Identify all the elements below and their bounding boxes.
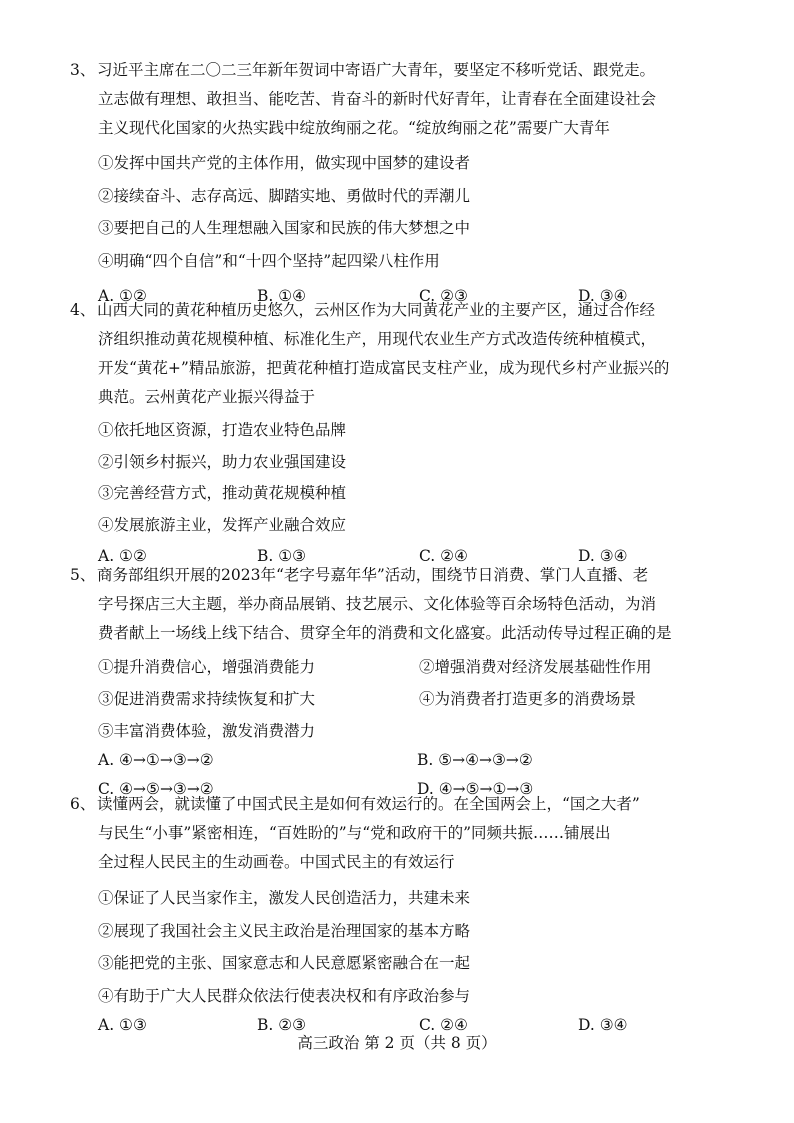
question-number: 5、 <box>70 566 96 584</box>
stem-line: 商务部组织开展的2023年“老字号嘉年华”活动，围绕节日消费、掌门人直播、老 <box>97 566 649 584</box>
question-3-stem <box>70 56 710 143</box>
choice-d: D. ③④ <box>578 287 628 305</box>
question-number: 3、 <box>70 61 96 79</box>
option-4: ④明确“四个自信”和“十四个坚持”起四梁八柱作用 <box>98 251 440 270</box>
question-number: 4、 <box>70 301 96 319</box>
stem-line: 典范。云州黄花产业振兴得益于 <box>98 388 316 406</box>
question-6 <box>70 790 710 1038</box>
choice-b: B. ②③ <box>257 1016 307 1034</box>
option-3: ③要把自己的人生理想融入国家和民族的伟大梦想之中 <box>98 219 471 237</box>
question-5-stem <box>70 561 710 648</box>
choice-d: D. ③④ <box>578 1016 628 1034</box>
option-row <box>98 683 710 715</box>
option-3: ③完善经营方式，推动黄花规模种植 <box>98 484 347 502</box>
choice-b: B. ①③ <box>257 547 307 565</box>
stem-line: 习近平主席在二〇二三年新年贺词中寄语广大青年，要坚定不移听党话、跟党走。 <box>97 61 656 79</box>
choice-a: A. ①② <box>98 547 147 565</box>
choice-b: B. ①④ <box>257 287 307 305</box>
choice-d: D. ④→⑤→①→③ <box>417 780 534 798</box>
option-3: ③促进消费需求持续恢复和扩大 <box>98 690 316 708</box>
option-4: ④为消费者打造更多的消费场景 <box>419 690 637 708</box>
stem-line: 山西大同的黄花种植历史悠久，云州区作为大同黄花产业的主要产区，通过合作经 <box>97 301 656 319</box>
option-5: ⑤丰富消费体验，激发消费潜力 <box>98 722 316 740</box>
option-4: ④有助于广大人民群众依法行使表决权和有序政治参与 <box>98 986 471 1005</box>
stem-line: 济组织推动黄花规模种植、标准化生产，用现代农业生产方式改造传统种植模式， <box>98 330 657 348</box>
option-2: ②接续奋斗、志存高远、脚踏实地、勇做时代的弄潮儿 <box>98 186 471 205</box>
stem-line: 全过程人民民主的生动画卷。中国式民主的有效运行 <box>98 853 455 871</box>
option-2: ②引领乡村振兴，助力农业强国建设 <box>98 452 347 471</box>
stem-line: 立志做有理想、敢担当、能吃苦、肯奋斗的新时代好青年，让青春在全面建设社会 <box>98 90 657 108</box>
option-4: ④发展旅游主业，发挥产业融合效应 <box>98 515 347 534</box>
question-4 <box>70 296 710 571</box>
question-number: 6、 <box>70 795 96 813</box>
answer-choices-row <box>98 747 710 774</box>
choice-c: C. ②④ <box>419 547 468 565</box>
option-1: ①依托地区资源，打造农业特色品牌 <box>98 421 347 439</box>
choice-c: C. ②③ <box>419 287 468 305</box>
stem-line: 与民生“小事”紧密相连，“百姓盼的”与“党和政府干的”同频共振……铺展出 <box>98 824 611 842</box>
choice-a: A. ①③ <box>98 1016 147 1034</box>
option-1: ①提升消费信心，增强消费能力 <box>98 658 316 676</box>
choice-c: C. ②④ <box>419 1016 468 1034</box>
option-2: ②展现了我国社会主义民主政治是治理国家的基本方略 <box>98 921 471 940</box>
option-1: ①发挥中国共产党的主体作用，做实现中国梦的建设者 <box>98 154 471 172</box>
question-5 <box>70 561 710 804</box>
option-row <box>98 651 710 683</box>
stem-line: 费者献上一场线上线下结合、贯穿全年的消费和文化盛宴。此活动传导过程正确的是 <box>98 624 672 642</box>
stem-line: 主义现代化国家的火热实践中绽放绚丽之花。“绽放绚丽之花”需要广大青年 <box>98 119 610 137</box>
page-footer: 高三政治 第 2 页（共 8 页） <box>297 1034 497 1052</box>
option-2: ②增强消费对经济发展基础性作用 <box>419 658 652 676</box>
choice-d: D. ③④ <box>578 547 628 565</box>
choice-c: C. ④→⑤→③→② <box>98 780 214 798</box>
choice-a: A. ④→①→③→② <box>98 751 214 769</box>
question-4-stem <box>70 296 710 412</box>
option-1: ①保证了人民当家作主，激发人民创造活力，共建未来 <box>98 889 471 907</box>
question-3 <box>70 56 710 311</box>
stem-line: 开发“黄花+”精品旅游，把黄花种植打造成富民支柱产业，成为现代乡村产业振兴的 <box>98 359 670 377</box>
option-3: ③能把党的主张、国家意志和人民意愿紧密融合在一起 <box>98 954 471 972</box>
stem-line: 读懂两会，就读懂了中国式民主是如何有效运行的。在全国两会上，“国之大者” <box>97 795 640 813</box>
question-6-stem <box>70 790 710 877</box>
option-row <box>98 715 710 747</box>
choice-a: A. ①② <box>98 287 147 305</box>
stem-line: 字号探店三大主题，举办商品展销、技艺展示、文化体验等百余场特色活动，为消 <box>98 595 657 613</box>
choice-b: B. ⑤→④→③→② <box>417 751 533 769</box>
